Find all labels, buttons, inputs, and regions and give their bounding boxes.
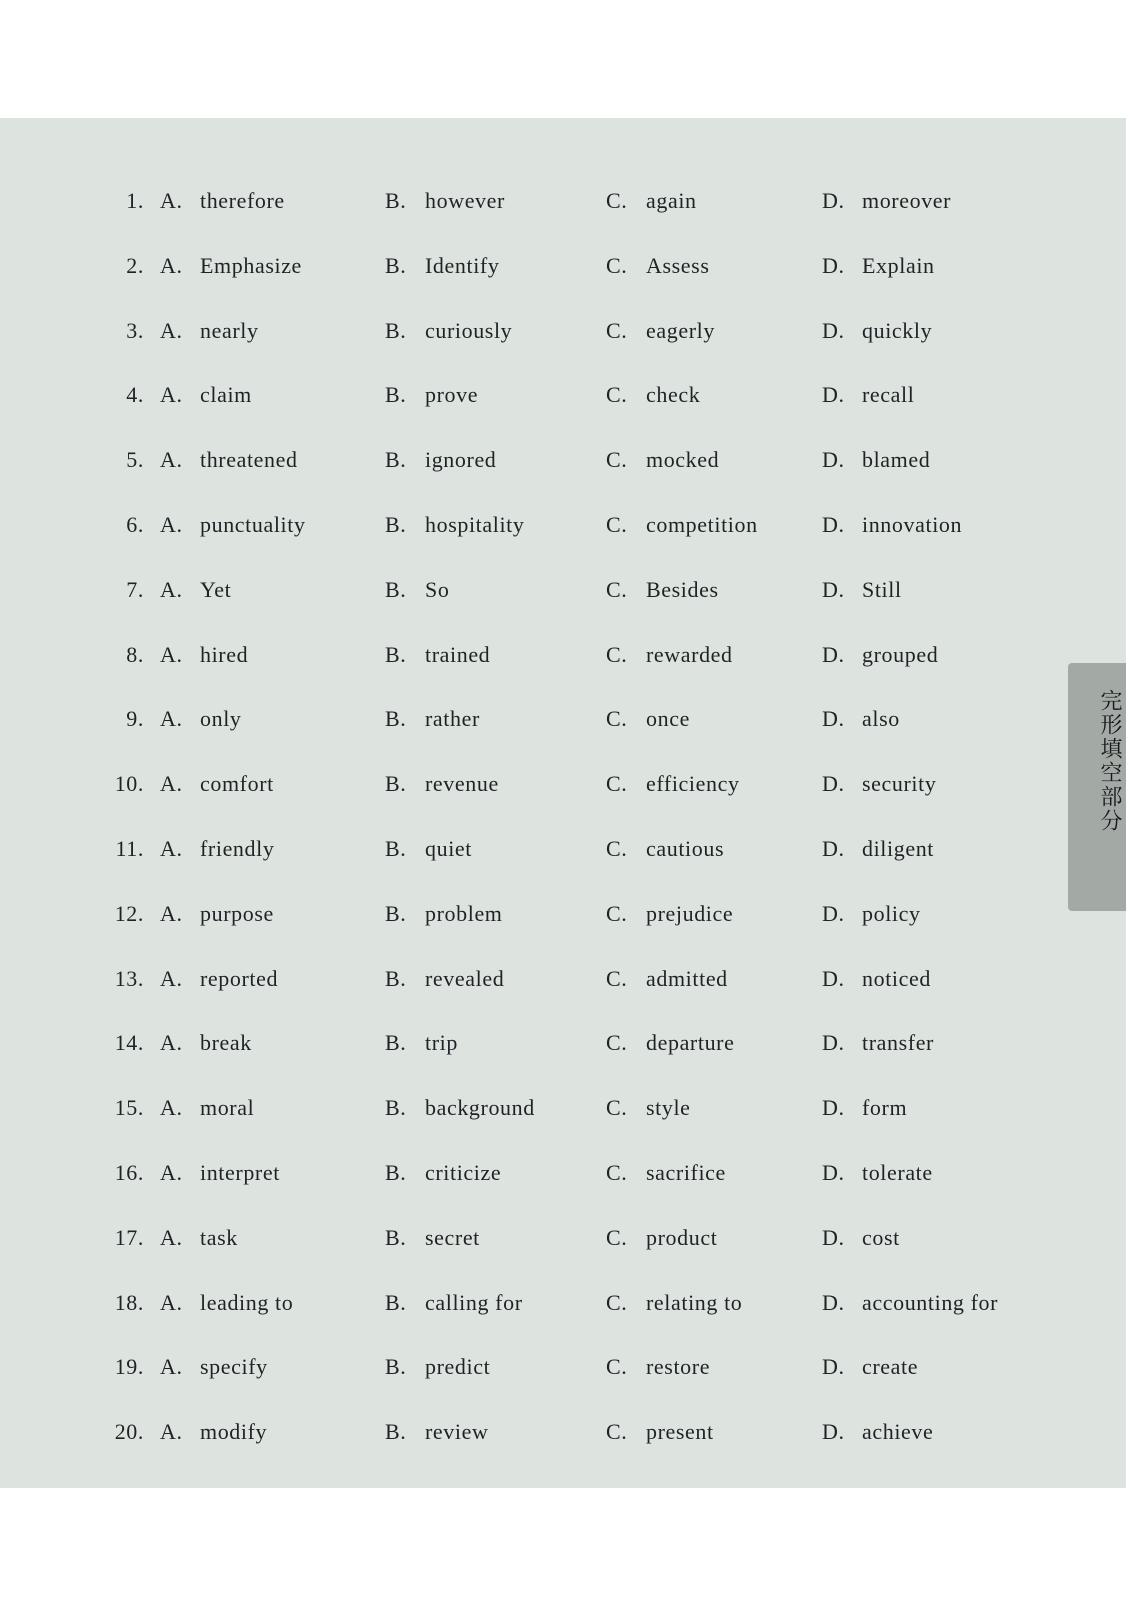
option-text: secret: [425, 1224, 480, 1250]
option-letter: B.: [385, 252, 407, 278]
option-text: So: [425, 576, 450, 602]
option-text: break: [200, 1030, 252, 1056]
option-a: [160, 901, 274, 927]
option-letter: C.: [606, 252, 628, 278]
option-letter: D.: [822, 1095, 845, 1121]
option-letter: A.: [160, 188, 183, 213]
question-number: 20.: [114, 1419, 144, 1445]
question-number: 8.: [126, 641, 144, 667]
option-text: punctuality: [200, 512, 306, 537]
option-letter: C.: [606, 1095, 628, 1121]
option-text: leading to: [200, 1289, 294, 1315]
option-text: cautious: [646, 836, 725, 861]
option-text: hired: [200, 641, 249, 667]
option-letter: B.: [385, 900, 407, 926]
option-text: Still: [862, 576, 902, 602]
option-d: [822, 1160, 933, 1186]
option-b: [385, 836, 472, 862]
option-c: [606, 1095, 691, 1121]
option-letter: A.: [160, 1160, 183, 1185]
question-number: 18.: [114, 1289, 144, 1315]
option-letter: A.: [160, 836, 183, 861]
option-a: [160, 577, 231, 603]
option-text: innovation: [862, 512, 963, 537]
option-letter: B.: [385, 188, 407, 213]
question-row: [0, 512, 1070, 548]
option-text: form: [862, 1095, 908, 1121]
option-letter: B.: [385, 576, 407, 602]
option-text: task: [200, 1224, 238, 1250]
question-row: [0, 1419, 1070, 1455]
question-row: [0, 382, 1070, 418]
option-letter: D.: [822, 1224, 845, 1250]
option-letter: C.: [606, 1224, 628, 1250]
option-d: [822, 1030, 934, 1056]
option-letter: C.: [606, 317, 628, 343]
option-b: [385, 771, 499, 797]
option-letter: B.: [385, 447, 407, 473]
option-b: [385, 447, 496, 473]
question-number: 14.: [114, 1030, 144, 1056]
option-letter: A.: [160, 965, 183, 991]
option-a: [160, 642, 248, 668]
option-letter: C.: [606, 965, 628, 991]
option-letter: A.: [160, 382, 183, 408]
option-text: recall: [862, 382, 915, 408]
option-letter: D.: [822, 1354, 845, 1380]
option-text: specify: [200, 1354, 268, 1380]
option-c: [606, 642, 733, 668]
option-text: competition: [646, 512, 758, 537]
option-b: [385, 512, 525, 538]
option-letter: B.: [385, 317, 407, 343]
option-letter: C.: [606, 188, 628, 213]
question-row: [0, 1030, 1070, 1066]
option-text: interpret: [200, 1160, 280, 1185]
option-a: [160, 1095, 254, 1121]
option-text: hospitality: [425, 512, 525, 537]
option-b: [385, 1030, 458, 1056]
question-row: [0, 318, 1070, 354]
option-letter: C.: [606, 447, 628, 473]
option-d: [822, 771, 936, 797]
option-text: rather: [425, 706, 480, 732]
option-text: trained: [425, 641, 491, 667]
option-b: [385, 188, 505, 214]
option-letter: C.: [606, 836, 628, 861]
option-text: Yet: [200, 576, 232, 602]
option-letter: B.: [385, 706, 407, 732]
option-b: [385, 1354, 490, 1380]
question-row: [0, 1290, 1070, 1326]
option-b: [385, 1160, 501, 1186]
option-text: moral: [200, 1095, 255, 1121]
option-letter: C.: [606, 1419, 628, 1445]
option-letter: A.: [160, 771, 183, 797]
option-c: [606, 1225, 717, 1251]
question-number: 17.: [114, 1224, 144, 1250]
question-number: 2.: [126, 252, 144, 278]
option-d: [822, 1290, 998, 1316]
option-text: predict: [425, 1354, 491, 1380]
option-letter: D.: [822, 965, 845, 991]
option-c: [606, 1419, 714, 1445]
scanned-page: [0, 118, 1126, 1488]
option-d: [822, 642, 938, 668]
option-c: [606, 447, 719, 473]
option-letter: C.: [606, 706, 628, 732]
question-row: [0, 1160, 1070, 1196]
option-a: [160, 253, 302, 279]
option-text: check: [646, 382, 701, 408]
option-text: tolerate: [862, 1160, 933, 1185]
option-d: [822, 577, 902, 603]
option-text: noticed: [862, 965, 931, 991]
option-letter: B.: [385, 836, 407, 861]
option-text: transfer: [862, 1030, 934, 1056]
option-text: calling for: [425, 1289, 523, 1315]
option-d: [822, 188, 951, 214]
option-text: problem: [425, 900, 503, 926]
question-row: [0, 966, 1070, 1002]
option-letter: B.: [385, 1289, 407, 1315]
option-text: admitted: [646, 965, 728, 991]
option-letter: A.: [160, 447, 183, 473]
option-letter: D.: [822, 1419, 845, 1445]
question-row: [0, 188, 1070, 224]
option-letter: B.: [385, 641, 407, 667]
question-row: [0, 901, 1070, 937]
option-text: once: [646, 706, 690, 732]
option-text: claim: [200, 382, 252, 408]
option-a: [160, 1419, 267, 1445]
question-row: [0, 577, 1070, 613]
option-d: [822, 1225, 900, 1251]
question-row: [0, 1225, 1070, 1261]
option-d: [822, 1095, 907, 1121]
option-letter: B.: [385, 1354, 407, 1380]
option-d: [822, 836, 934, 862]
question-number: 5.: [126, 447, 144, 473]
option-text: criticize: [425, 1160, 502, 1185]
option-letter: B.: [385, 382, 407, 408]
option-b: [385, 253, 499, 279]
option-c: [606, 771, 740, 797]
question-number: 7.: [126, 576, 144, 602]
option-c: [606, 318, 715, 344]
question-row: [0, 706, 1070, 742]
option-letter: B.: [385, 771, 407, 797]
option-d: [822, 901, 921, 927]
option-c: [606, 1354, 710, 1380]
option-text: quickly: [862, 317, 933, 343]
option-letter: C.: [606, 382, 628, 408]
option-c: [606, 966, 728, 992]
option-letter: D.: [822, 1160, 845, 1185]
option-text: style: [646, 1095, 691, 1121]
question-number: 1.: [126, 188, 144, 213]
option-text: moreover: [862, 188, 952, 213]
option-text: relating to: [646, 1289, 743, 1315]
option-letter: D.: [822, 576, 845, 602]
option-a: [160, 1160, 280, 1186]
option-letter: A.: [160, 1289, 183, 1315]
question-number: 3.: [126, 317, 144, 343]
option-letter: C.: [606, 1160, 628, 1185]
option-d: [822, 382, 914, 408]
option-letter: D.: [822, 641, 845, 667]
question-row: [0, 771, 1070, 807]
option-text: policy: [862, 900, 921, 926]
option-a: [160, 1225, 238, 1251]
option-b: [385, 318, 512, 344]
option-letter: C.: [606, 900, 628, 926]
option-text: comfort: [200, 771, 274, 797]
option-text: present: [646, 1419, 714, 1445]
option-b: [385, 966, 504, 992]
option-a: [160, 706, 242, 732]
option-d: [822, 512, 962, 538]
option-a: [160, 382, 252, 408]
question-number: 15.: [114, 1095, 144, 1121]
option-letter: D.: [822, 382, 845, 408]
option-letter: B.: [385, 1095, 407, 1121]
option-letter: D.: [822, 771, 845, 797]
question-number: 13.: [114, 965, 144, 991]
option-text: cost: [862, 1224, 900, 1250]
option-letter: D.: [822, 317, 845, 343]
option-letter: A.: [160, 252, 183, 278]
option-text: reported: [200, 965, 279, 991]
option-text: achieve: [862, 1419, 934, 1445]
option-text: mocked: [646, 447, 720, 473]
option-text: threatened: [200, 447, 298, 473]
option-text: background: [425, 1095, 535, 1121]
option-letter: A.: [160, 512, 183, 537]
option-text: curiously: [425, 317, 513, 343]
option-letter: D.: [822, 836, 845, 861]
option-b: [385, 1290, 523, 1316]
option-b: [385, 1095, 535, 1121]
option-a: [160, 836, 274, 862]
option-letter: A.: [160, 641, 183, 667]
option-c: [606, 706, 690, 732]
question-row: [0, 1095, 1070, 1131]
option-letter: B.: [385, 1030, 407, 1056]
option-d: [822, 253, 935, 279]
option-letter: A.: [160, 1419, 183, 1445]
option-a: [160, 771, 274, 797]
option-text: prejudice: [646, 900, 734, 926]
option-text: prove: [425, 382, 479, 408]
option-text: Emphasize: [200, 252, 302, 278]
option-text: purpose: [200, 900, 274, 926]
question-number: 19.: [114, 1354, 144, 1380]
option-letter: C.: [606, 512, 628, 537]
option-letter: A.: [160, 900, 183, 926]
option-text: grouped: [862, 641, 939, 667]
option-text: departure: [646, 1030, 735, 1056]
option-text: sacrifice: [646, 1160, 726, 1185]
option-text: security: [862, 771, 937, 797]
option-text: restore: [646, 1354, 711, 1380]
option-text: eagerly: [646, 317, 715, 343]
option-c: [606, 382, 700, 408]
question-row: [0, 253, 1070, 289]
option-letter: C.: [606, 1289, 628, 1315]
option-letter: C.: [606, 1030, 628, 1056]
option-letter: D.: [822, 252, 845, 278]
option-text: ignored: [425, 447, 497, 473]
option-letter: C.: [606, 1354, 628, 1380]
option-d: [822, 447, 930, 473]
option-letter: A.: [160, 1224, 183, 1250]
option-c: [606, 836, 724, 862]
option-a: [160, 188, 285, 214]
question-number: 6.: [126, 512, 144, 537]
option-c: [606, 577, 719, 603]
option-b: [385, 642, 490, 668]
option-letter: A.: [160, 706, 183, 732]
option-letter: B.: [385, 1419, 407, 1445]
option-b: [385, 1225, 480, 1251]
option-letter: A.: [160, 317, 183, 343]
option-letter: B.: [385, 965, 407, 991]
option-text: revealed: [425, 965, 505, 991]
option-letter: C.: [606, 576, 628, 602]
option-letter: B.: [385, 512, 407, 537]
option-a: [160, 1354, 268, 1380]
option-a: [160, 1290, 293, 1316]
option-d: [822, 1354, 918, 1380]
option-letter: D.: [822, 706, 845, 732]
option-d: [822, 706, 900, 732]
option-b: [385, 901, 503, 927]
option-c: [606, 1160, 726, 1186]
option-c: [606, 253, 710, 279]
option-letter: C.: [606, 771, 628, 797]
option-letter: D.: [822, 447, 845, 473]
option-text: efficiency: [646, 771, 740, 797]
option-c: [606, 1290, 742, 1316]
option-text: Assess: [646, 252, 710, 278]
option-text: blamed: [862, 447, 931, 473]
option-a: [160, 318, 259, 344]
option-letter: B.: [385, 1160, 407, 1185]
option-text: modify: [200, 1419, 268, 1445]
option-letter: D.: [822, 1030, 845, 1056]
option-a: [160, 1030, 252, 1056]
option-text: again: [646, 188, 697, 213]
question-row: [0, 642, 1070, 678]
option-letter: D.: [822, 188, 845, 213]
option-text: nearly: [200, 317, 259, 343]
option-a: [160, 966, 278, 992]
option-b: [385, 1419, 488, 1445]
option-d: [822, 1419, 933, 1445]
option-text: only: [200, 706, 242, 732]
question-number: 12.: [114, 900, 144, 926]
option-text: friendly: [200, 836, 275, 861]
option-letter: A.: [160, 1030, 183, 1056]
option-letter: A.: [160, 1354, 183, 1380]
question-row: [0, 447, 1070, 483]
option-b: [385, 577, 449, 603]
option-c: [606, 901, 733, 927]
option-text: Identify: [425, 252, 500, 278]
option-c: [606, 1030, 734, 1056]
option-text: Besides: [646, 576, 719, 602]
option-text: Explain: [862, 252, 935, 278]
question-number: 9.: [126, 706, 144, 732]
option-c: [606, 188, 697, 214]
option-a: [160, 447, 298, 473]
side-tab-label: 完形填空部分: [1097, 689, 1122, 833]
option-b: [385, 382, 478, 408]
option-text: however: [425, 188, 505, 213]
option-letter: A.: [160, 1095, 183, 1121]
option-letter: D.: [822, 512, 845, 537]
option-text: quiet: [425, 836, 472, 861]
question-row: [0, 1354, 1070, 1390]
option-letter: B.: [385, 1224, 407, 1250]
option-c: [606, 512, 758, 538]
option-text: diligent: [862, 836, 935, 861]
option-text: review: [425, 1419, 489, 1445]
question-number: 16.: [114, 1160, 144, 1185]
option-text: accounting for: [862, 1289, 999, 1315]
option-d: [822, 966, 931, 992]
option-letter: D.: [822, 1289, 845, 1315]
option-b: [385, 706, 480, 732]
section-side-tab: [1068, 663, 1126, 911]
option-letter: D.: [822, 900, 845, 926]
option-letter: A.: [160, 576, 183, 602]
option-d: [822, 318, 932, 344]
option-text: product: [646, 1224, 718, 1250]
option-a: [160, 512, 306, 538]
option-text: trip: [425, 1030, 458, 1056]
option-text: revenue: [425, 771, 499, 797]
option-text: create: [862, 1354, 919, 1380]
question-number: 11.: [115, 836, 144, 861]
option-text: rewarded: [646, 641, 733, 667]
question-number: 4.: [126, 382, 144, 408]
question-row: [0, 836, 1070, 872]
option-text: therefore: [200, 188, 285, 213]
question-number: 10.: [114, 771, 144, 797]
option-text: also: [862, 706, 900, 732]
option-letter: C.: [606, 641, 628, 667]
